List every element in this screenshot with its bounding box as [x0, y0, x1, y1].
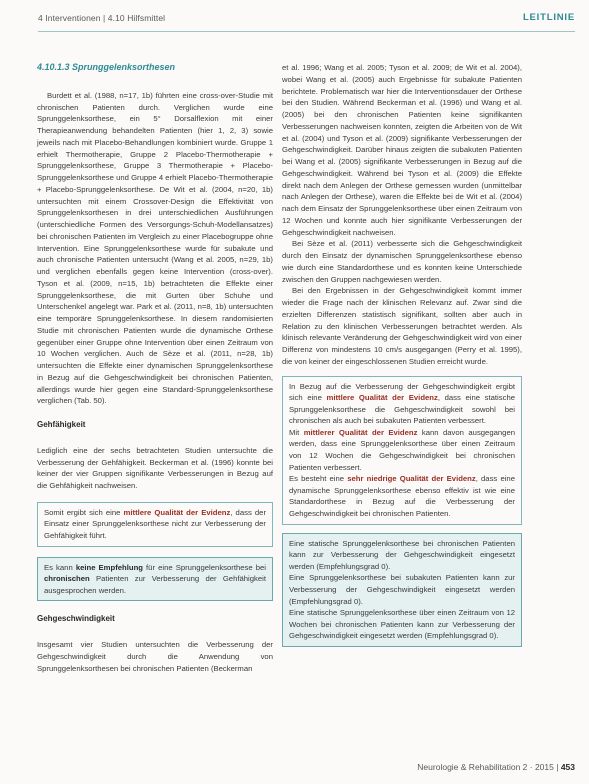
summary-text: In Bezug auf die Verbesserung der Gehgeschwindigkeit ergibt sich eine — [289, 381, 515, 403]
gehgeschwindigkeit-paragraph: Insgesamt vier Studien untersuchten die Verbesserung der Gehgeschwindigkeit durch die Anwendung von Sprunggelenksorthesen bei chronischen Patienten (Beckerman — [37, 640, 273, 673]
rec-population: chronischen — [44, 574, 90, 584]
summary-text: kann davon ausgegangen werden, dass eine Sprunggelenksorthese über einen Zeitraum von 12 Wochen die Gehgeschwindigkeit bei chronischen Patienten verbessert. — [289, 427, 515, 472]
recommendation-text — [44, 562, 266, 597]
recommendation-text: Eine Sprunggelenksorthese bei subakuten Patienten kann zur Verbesserung der Gehgeschwindigkeit eingesetzt werden (Empfehlungsgrad 0). — [289, 573, 515, 606]
rec-text: für eine Sprunggelenksorthese bei — [142, 562, 266, 572]
summary-text: Somit ergibt sich eine — [44, 507, 124, 517]
rec-strength: keine Empfehlung — [75, 562, 143, 572]
left-column — [37, 62, 273, 674]
rec-text: Es kann — [44, 562, 76, 572]
page-footer — [417, 762, 575, 772]
recommendation-box — [282, 533, 522, 647]
rec-text: Patienten zur Verbesserung der Gehfähigkeit ausgesprochen werden. — [44, 574, 266, 595]
paragraph-seze: Bei Sèze et al. (2011) verbesserte sich die Gehgeschwindigkeit durch den Einsatz der dynamischen Sprunggelenksorthese ebenso wie durch eine Standardorthese und es konnten keine Unterschiede zwischen den Gruppen nachgewiesen werden. — [282, 239, 522, 284]
right-column — [282, 62, 522, 647]
summary-text: , dass eine statische Sprunggelenksorthese die Gehgeschwindigkeit sowohl bei chronischen als auch bei subakuten Patienten verbessert. — [289, 393, 515, 426]
summary-text: , dass eine dynamische Sprunggelenksorthese ebenso effektiv ist wie eine Standardorthese in Bezug auf die Verbesserung der Gehgeschwindigkeit bei chronischen Patienten. — [289, 474, 515, 519]
recommendation-box — [37, 557, 273, 602]
recommendation-text: Eine statische Sprunggelenksorthese über einen Zeitraum von 12 Wochen bei chronischen Patienten kann zur Verbesserung der Gehgeschwindigkeit eingesetzt werden (Empfehlungsgrad 0). — [289, 608, 515, 641]
evidence-summary-box — [282, 376, 522, 525]
page-number: 453 — [560, 762, 575, 772]
evidence-quality: mittlere Qualität der Evidenz — [123, 507, 231, 517]
gehgeschwindigkeit-heading: Gehgeschwindigkeit — [37, 614, 115, 624]
continued-paragraph: et al. 1996; Wang et al. 2005; Tyson et al. 2009; de Wit et al. 2004), wobei Wang et al. (2005) auch Ergebnisse für subakute Patienten berichtete. Problematisch war hier die Interventionsdauer der Orthese bei den Studien. Während Beckerman et al. (1996) und Wang et al. (2005) bei den chronischen Patienten keine signifikanten Verbesserungen nachweisen konnten, zeigten die Arbeiten von de Wit et al. (2004) und Tyson et al. (2009) signifikante Verbesserungen der Gehgeschwindigkeit. Darüber hinaus zeigten die subakuten Patienten bei Wang et al. (2005) signifikante Verbesserungen in Bezug auf die Gehgeschwindigkeit. Während bei Tyson et al. (2009) die Effekte direkt nach dem Anlegen der Orthese gemessen wurden (unmittelbar nach Anlegen der Orthese), waren die Effekte bei de Wit et al. (2004) nach dem Einsatz der Sprunggelenksorthese über einen Zeitraum von 12 Wochen und konnte auch hier signifikante Verbesserungen der Gehgeschwindigkeit nachweisen. — [282, 63, 522, 237]
evidence-summary-text — [289, 381, 515, 427]
evidence-summary-text — [44, 507, 266, 542]
evidence-quality: mittlerer Qualität der Evidenz — [303, 427, 418, 437]
evidence-quality: sehr niedrige Qualität der Evidenz — [347, 474, 476, 484]
summary-text: Mit — [289, 427, 304, 437]
running-head: 4 Interventionen | 4.10 Hilfsmittel — [38, 13, 166, 23]
summary-text: Es besteht eine — [289, 474, 348, 484]
paragraph-relevance: Bei den Ergebnissen in der Gehgeschwindigkeit kommt immer wieder die Frage nach der klinischen Relevanz auf. Zwar sind die erzielten Differenzen statistisch signifikant, sollten aber auch in Relation zu den klinischen Verbesserungen betrachtet werden. Als klinisch relevante Veränderung der Gehgeschwindigkeit wird von einer Differenz von mindestens 10 cm/s ausgegangen (Perry et al. 1995), die von keiner der eingeschlossenen Studien erreicht wurde. — [282, 286, 522, 366]
intro-paragraph: Burdett et al. (1988, n=17, 1b) führten eine cross-over-Studie mit chronischen Patienten durch. Verglichen wurde eine Sprunggelenksorthese, ein 5° Dorsalflexion mit einer Therapieanwendung behandelten Patienten (hier 1, 2, 3) sowie jeweils nach mit Placebo-Behandlungen kombiniert wurde. Gruppe 1 erhielt Thermotherapie, Gruppe 2 Placebo-Thermotherapie + Sprunggelenksorthese, Gruppe 3 Thermotherapie + Placebo-Sprunggelenksorthese und Gruppe 4 erhielt Placebo-Thermotherapie + Placebo-Sprunggelenksorthese. De Wit et al. (2004, n=20, 1b) untersuchten mit einem Crossover-Design die Effektivität von Sprunggelenksorthesen in drei unterschiedlichen Ausführungen (unterschiedliche Formen des Versorgungs-Schuh-Modellansatzes) bei chronischen Patienten im Vergleich zu einer Placebogruppe ohne Intervention. Eine Sprunggelenksorthese wurde für subakute und auch chronische Patienten untersucht (Wang et al. 2005, n=29, 1b) und verglichen ebenfalls gegen keine Intervention (cross-over). Tyson et al. (2009, n=15, 1b) betrachteten die Effekte einer Sprunggelenksorthese, die mit Gurten über Schuhe und Unterschenkel angelegt war. Park et al. (2011, n=8, 1b) untersuchten eine temporäre Sprunggelenksorthese. In diesem randomisierten Studie mit chronischen Patienten wurde die dynamische Orthese gegenüber einer Gruppe ohne Intervention über einen Zeitraum von 10 Wochen verglichen. Auch de Sèze et al. (2011, n=28, 1b) untersuchten die Effekte einer dynamischen Sprunggelenksorthese in Bezug auf die Gehgeschwindigkeit bei chronischen Patienten, allerdings wurde hier gegen eine Standard-Sprunggelenksorthese verglichen (Tab. 50). — [37, 90, 273, 406]
evidence-summary-box — [37, 502, 273, 547]
evidence-quality: mittlere Qualität der Evidenz — [326, 393, 438, 403]
evidence-summary-text — [289, 473, 515, 519]
page-header — [0, 0, 589, 38]
gehfaehigkeit-paragraph: Lediglich eine der sechs betrachteten Studien untersuchte die Verbesserung der Gehfähigkeit. Beckerman et al. (1996) konnte bei keiner der vier Gruppen signifikante Verbesserungen in Bezug auf die Gehfähigkeit nachweisen. — [37, 445, 273, 490]
evidence-summary-text — [289, 427, 515, 473]
recommendation-text: Eine statische Sprunggelenksorthese bei chronischen Patienten kann zur Verbesserung der Gehgeschwindigkeit eingesetzt werden (Empfehlungsgrad 0). — [289, 538, 515, 571]
summary-text: , dass der Einsatz einer Sprunggelenksorthese nicht zur Verbesserung der Gehfähigkeit führt. — [44, 507, 267, 540]
header-rule — [38, 31, 575, 32]
section-title: 4.10.1.3 Sprunggelenksorthesen — [37, 62, 176, 72]
leitlinie-label: LEITLINIE — [522, 12, 575, 23]
gehfaehigkeit-heading: Gehfähigkeit — [37, 420, 86, 429]
journal-name: Neurologie & Rehabilitation 2 · 2015 | — [417, 762, 559, 772]
